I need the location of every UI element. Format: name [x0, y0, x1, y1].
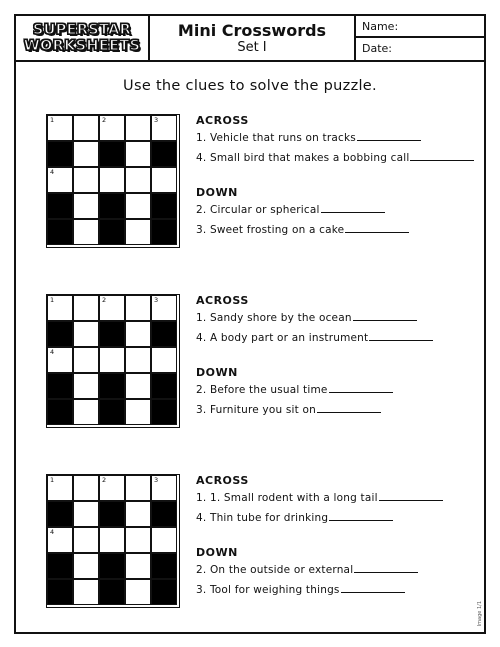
grid-cell-black [151, 579, 177, 605]
grid-cell[interactable] [125, 115, 151, 141]
grid-cell[interactable] [73, 167, 99, 193]
grid-cell-black [47, 553, 73, 579]
grid-cell[interactable] [73, 193, 99, 219]
grid-cell[interactable] [125, 475, 151, 501]
grid-cell-black [151, 553, 177, 579]
clue-item [196, 508, 486, 528]
clue-list [196, 474, 486, 600]
clue-number: 2 [102, 296, 107, 304]
grid-cell[interactable] [73, 579, 99, 605]
grid-cell-black [47, 579, 73, 605]
answer-blank[interactable] [329, 380, 393, 393]
answer-blank[interactable] [321, 200, 385, 213]
clue-number: 3 [154, 296, 159, 304]
grid-cell[interactable] [151, 527, 177, 553]
clue-item [196, 220, 486, 240]
grid-cell-black [47, 219, 73, 245]
grid-cell[interactable] [99, 347, 125, 373]
grid-cell[interactable] [99, 167, 125, 193]
grid-cell[interactable] [125, 219, 151, 245]
grid-cell[interactable] [99, 115, 125, 141]
clue-item [196, 488, 486, 508]
grid-cell-black [151, 399, 177, 425]
clue-number: 4 [50, 348, 55, 356]
grid-cell[interactable] [125, 321, 151, 347]
crossword-puzzle-1 [46, 114, 466, 249]
clue-text: 4. Thin tube for drinking [196, 512, 329, 524]
grid-cell[interactable] [151, 347, 177, 373]
clue-number: 1 [50, 116, 55, 124]
grid-cell[interactable] [47, 475, 73, 501]
answer-blank[interactable] [353, 308, 417, 321]
clue-number: 2 [102, 476, 107, 484]
grid-cell-black [151, 321, 177, 347]
grid-cell-black [47, 501, 73, 527]
logo-line-2: WORKSHEETS [23, 38, 141, 54]
down-heading: DOWN [196, 546, 238, 559]
answer-blank[interactable] [329, 508, 393, 521]
grid-cell-black [151, 141, 177, 167]
grid-cell[interactable] [125, 399, 151, 425]
clue-item [196, 580, 486, 600]
grid-cell[interactable] [47, 295, 73, 321]
answer-blank[interactable] [345, 220, 409, 233]
grid-cell[interactable] [73, 373, 99, 399]
clue-number: 1 [50, 476, 55, 484]
grid-cell-black [151, 373, 177, 399]
grid-cell-black [151, 193, 177, 219]
clue-item [196, 328, 486, 348]
clue-number: 2 [102, 116, 107, 124]
grid-cell-black [99, 219, 125, 245]
page-title: Mini Crosswords [177, 20, 327, 40]
grid-cell[interactable] [73, 219, 99, 245]
across-heading: ACROSS [196, 294, 249, 307]
grid-cell[interactable] [151, 295, 177, 321]
grid-cell[interactable] [73, 475, 99, 501]
crossword-grid [46, 474, 180, 608]
name-date-box [356, 16, 486, 60]
clue-number: 3 [154, 116, 159, 124]
grid-cell[interactable] [73, 141, 99, 167]
grid-cell-black [99, 579, 125, 605]
clue-list [196, 114, 486, 240]
grid-cell[interactable] [47, 115, 73, 141]
clue-text: 1. 1. Small rodent with a long tail [196, 492, 378, 504]
clue-number: 4 [50, 528, 55, 536]
grid-cell-black [99, 399, 125, 425]
worksheet-header [16, 16, 484, 62]
grid-cell[interactable] [73, 501, 99, 527]
grid-cell[interactable] [125, 141, 151, 167]
clue-text: 2. On the outside or external [196, 564, 354, 576]
grid-cell[interactable] [125, 527, 151, 553]
answer-blank[interactable] [410, 148, 474, 161]
grid-cell[interactable] [73, 115, 99, 141]
grid-cell-black [47, 399, 73, 425]
clue-item [196, 400, 486, 420]
grid-cell-black [99, 373, 125, 399]
clue-text: 4. Small bird that makes a bobbing call [196, 152, 410, 164]
date-field[interactable]: Date: [362, 42, 392, 55]
clue-number: 1 [50, 296, 55, 304]
superstar-worksheets-logo [16, 16, 150, 60]
clue-text: 2. Circular or spherical [196, 204, 320, 216]
grid-cell[interactable] [73, 553, 99, 579]
clue-number: 3 [154, 476, 159, 484]
answer-blank[interactable] [354, 560, 418, 573]
crossword-puzzle-3 [46, 474, 466, 609]
instructions: Use the clues to solve the puzzle. [123, 78, 377, 94]
across-heading: ACROSS [196, 114, 249, 127]
grid-cell[interactable] [151, 115, 177, 141]
grid-cell[interactable] [73, 399, 99, 425]
grid-cell[interactable] [99, 295, 125, 321]
clue-number: 4 [50, 168, 55, 176]
crossword-grid [46, 114, 180, 248]
crossword-puzzle-2 [46, 294, 466, 429]
grid-cell[interactable] [47, 527, 73, 553]
grid-cell-black [151, 219, 177, 245]
logo-line-1: SUPERSTAR [32, 21, 132, 38]
worksheet [14, 14, 486, 634]
grid-cell[interactable] [151, 167, 177, 193]
grid-cell[interactable] [125, 553, 151, 579]
grid-cell-black [99, 193, 125, 219]
grid-cell[interactable] [99, 527, 125, 553]
grid-cell-black [99, 321, 125, 347]
grid-cell-black [99, 553, 125, 579]
grid-cell[interactable] [125, 579, 151, 605]
grid-cell[interactable] [125, 193, 151, 219]
grid-cell[interactable] [125, 167, 151, 193]
clue-list [196, 294, 486, 420]
clue-text: 2. Before the usual time [196, 384, 328, 396]
clue-item [196, 308, 486, 328]
answer-blank[interactable] [369, 328, 433, 341]
grid-cell-black [47, 373, 73, 399]
clue-item [196, 200, 486, 220]
title-box [150, 16, 356, 60]
image-code: Image 1/1 [477, 600, 483, 626]
grid-cell[interactable] [47, 347, 73, 373]
grid-cell[interactable] [73, 347, 99, 373]
name-field[interactable]: Name: [356, 16, 486, 38]
down-heading: DOWN [196, 186, 238, 199]
grid-cell-black [47, 141, 73, 167]
clue-text: 1. Sandy shore by the ocean [196, 312, 352, 324]
clue-text: 1. Vehicle that runs on tracks [196, 132, 356, 144]
grid-cell[interactable] [73, 321, 99, 347]
clue-text: 3. Tool for weighing things [196, 584, 340, 596]
answer-blank[interactable] [317, 400, 381, 413]
grid-cell[interactable] [47, 167, 73, 193]
answer-blank[interactable] [357, 128, 421, 141]
grid-cell-black [151, 501, 177, 527]
grid-cell[interactable] [99, 475, 125, 501]
grid-cell-black [47, 193, 73, 219]
grid-cell[interactable] [73, 295, 99, 321]
clue-item [196, 380, 486, 400]
grid-cell[interactable] [125, 501, 151, 527]
grid-cell-black [99, 501, 125, 527]
grid-cell[interactable] [125, 347, 151, 373]
crossword-grid [46, 294, 180, 428]
down-heading: DOWN [196, 366, 238, 379]
grid-cell[interactable] [151, 475, 177, 501]
grid-cell[interactable] [73, 527, 99, 553]
clue-item [196, 148, 486, 168]
clue-text: 4. A body part or an instrument [196, 332, 369, 344]
grid-cell-black [99, 141, 125, 167]
grid-cell-black [47, 321, 73, 347]
grid-cell[interactable] [125, 295, 151, 321]
clue-text: 3. Furniture you sit on [196, 404, 316, 416]
clue-item [196, 560, 486, 580]
page-subtitle: Set I [237, 39, 267, 55]
clue-text: 3. Sweet frosting on a cake [196, 224, 345, 236]
grid-cell[interactable] [125, 373, 151, 399]
clue-item [196, 128, 486, 148]
answer-blank[interactable] [379, 488, 443, 501]
answer-blank[interactable] [341, 580, 405, 593]
across-heading: ACROSS [196, 474, 249, 487]
